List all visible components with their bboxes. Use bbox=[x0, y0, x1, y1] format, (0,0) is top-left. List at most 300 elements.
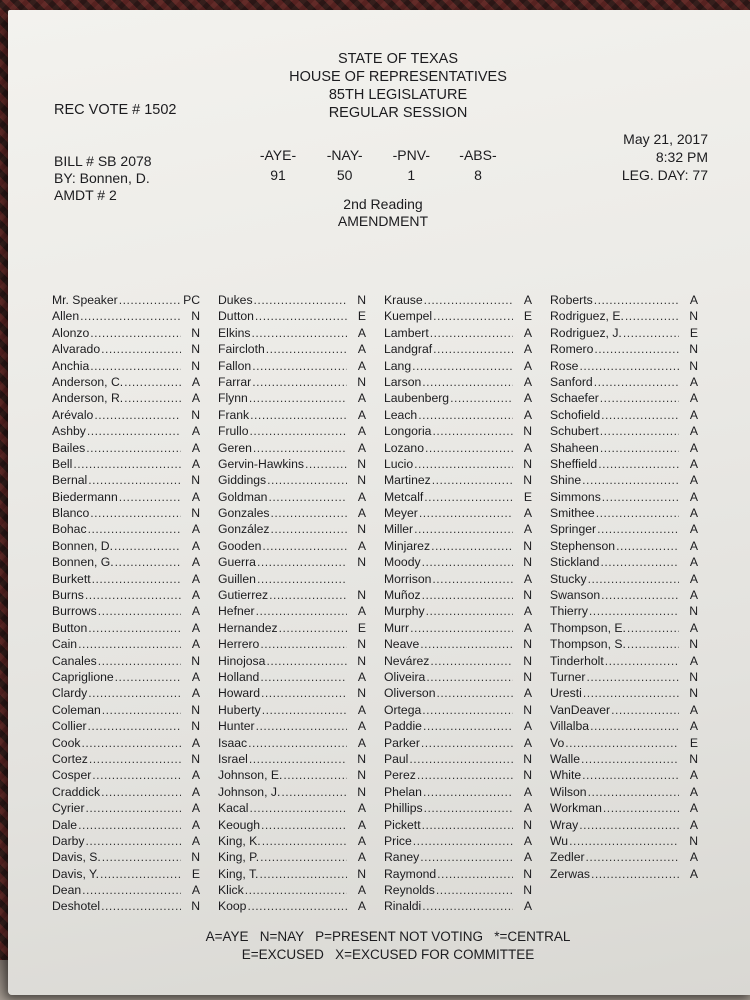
leader-dots bbox=[422, 817, 513, 833]
header-legislature: 85TH LEGISLATURE bbox=[328, 87, 468, 103]
leader-dots bbox=[422, 898, 513, 914]
member-vote: A bbox=[191, 374, 200, 389]
member-name: Dale bbox=[52, 817, 78, 832]
member-name: Leach bbox=[384, 407, 418, 422]
leader-dots bbox=[600, 440, 679, 456]
member-vote: N bbox=[191, 899, 200, 914]
member-vote: N bbox=[357, 473, 366, 488]
member-vote: A bbox=[689, 522, 698, 537]
member-name: Deshotel bbox=[52, 899, 101, 914]
member-vote: A bbox=[357, 325, 366, 340]
member-vote-row bbox=[52, 718, 200, 734]
vote-tallies bbox=[248, 146, 508, 184]
leader-dots bbox=[261, 817, 347, 833]
leader-dots bbox=[433, 308, 513, 324]
leader-dots bbox=[87, 423, 181, 439]
document-header bbox=[268, 50, 528, 122]
member-vote: A bbox=[357, 358, 366, 373]
member-vote: N bbox=[523, 588, 532, 603]
member-vote-row bbox=[52, 505, 200, 521]
member-name: Keough bbox=[218, 817, 261, 832]
member-vote: N bbox=[523, 473, 532, 488]
member-vote-row bbox=[52, 849, 200, 865]
member-name: Reynolds bbox=[384, 883, 435, 898]
member-name: Elkins bbox=[218, 325, 251, 340]
member-name: Dean bbox=[52, 883, 82, 898]
member-vote-row bbox=[218, 358, 366, 374]
member-vote: N bbox=[523, 456, 532, 471]
member-vote: A bbox=[523, 801, 532, 816]
vote-time: 8:32 PM bbox=[655, 149, 708, 165]
member-vote: A bbox=[523, 850, 532, 865]
leader-dots bbox=[92, 571, 181, 587]
member-vote: N bbox=[357, 522, 366, 537]
member-vote-row bbox=[384, 603, 532, 619]
leader-dots bbox=[437, 866, 513, 882]
member-vote-row bbox=[550, 587, 698, 603]
member-name: Gervin-Hawkins bbox=[218, 456, 305, 471]
leader-dots bbox=[601, 587, 679, 603]
leader-dots bbox=[418, 407, 513, 423]
vote-legend bbox=[168, 928, 608, 964]
leader-dots bbox=[88, 620, 181, 636]
leader-dots bbox=[257, 554, 347, 570]
member-vote: N bbox=[689, 604, 698, 619]
member-vote: N bbox=[357, 686, 366, 701]
leader-dots bbox=[88, 472, 181, 488]
member-vote-columns bbox=[52, 292, 698, 915]
member-vote-row bbox=[52, 866, 200, 882]
tally-label: -PNV- bbox=[392, 147, 430, 163]
member-vote-row bbox=[218, 898, 366, 914]
leader-dots bbox=[611, 702, 679, 718]
member-name: King, K. bbox=[218, 833, 261, 848]
member-vote-row bbox=[384, 784, 532, 800]
member-vote: N bbox=[523, 751, 532, 766]
member-name: Lucio bbox=[384, 456, 414, 471]
member-name: Gooden bbox=[218, 538, 262, 553]
member-name: Gutierrez bbox=[218, 588, 269, 603]
tally-aye bbox=[248, 146, 308, 184]
member-vote-row bbox=[384, 358, 532, 374]
header-state: STATE OF TEXAS bbox=[337, 51, 459, 67]
member-vote-row bbox=[218, 571, 366, 587]
member-vote: A bbox=[191, 735, 200, 750]
member-name: Canales bbox=[52, 653, 97, 668]
member-name: Rinaldi bbox=[384, 899, 422, 914]
member-vote-row bbox=[218, 423, 366, 439]
member-vote-row bbox=[218, 456, 366, 472]
leader-dots bbox=[583, 685, 679, 701]
member-vote-row bbox=[52, 685, 200, 701]
member-name: Bonnen, G. bbox=[52, 555, 114, 570]
member-name: Romero bbox=[550, 342, 594, 357]
member-name: Bailes bbox=[52, 440, 86, 455]
member-vote-row bbox=[218, 653, 366, 669]
leader-dots bbox=[430, 325, 513, 341]
member-name: Stephenson bbox=[550, 538, 616, 553]
member-vote-row bbox=[550, 538, 698, 554]
member-vote: A bbox=[523, 833, 532, 848]
leader-dots bbox=[90, 325, 181, 341]
tally-label: -NAY- bbox=[326, 147, 363, 163]
member-vote-row bbox=[384, 390, 532, 406]
member-vote: A bbox=[357, 440, 366, 455]
member-name: Nevárez bbox=[384, 653, 430, 668]
leader-dots bbox=[249, 390, 347, 406]
member-vote-row bbox=[384, 849, 532, 865]
member-vote: A bbox=[357, 899, 366, 914]
member-name: Cook bbox=[52, 735, 81, 750]
member-vote: N bbox=[191, 506, 200, 521]
leader-dots bbox=[433, 341, 513, 357]
member-vote: A bbox=[191, 588, 200, 603]
member-column-3 bbox=[384, 292, 532, 915]
member-vote: E bbox=[689, 325, 698, 340]
member-name: King, P. bbox=[218, 850, 260, 865]
member-vote: A bbox=[357, 817, 366, 832]
member-vote: A bbox=[357, 407, 366, 422]
leader-dots bbox=[267, 472, 347, 488]
member-name: Geren bbox=[218, 440, 252, 455]
member-name: Clardy bbox=[52, 686, 88, 701]
member-vote: A bbox=[357, 424, 366, 439]
member-vote-row bbox=[52, 603, 200, 619]
member-vote: A bbox=[191, 522, 200, 537]
leader-dots bbox=[422, 702, 513, 718]
member-name: Allen bbox=[52, 309, 80, 324]
member-vote-row bbox=[218, 505, 366, 521]
member-vote-row bbox=[384, 407, 532, 423]
tally-count: 8 bbox=[474, 167, 482, 183]
leader-dots bbox=[101, 898, 181, 914]
member-name: Ashby bbox=[52, 424, 86, 439]
member-name: Schofield bbox=[550, 407, 601, 422]
leader-dots bbox=[115, 669, 181, 685]
member-vote: N bbox=[357, 588, 366, 603]
member-vote: A bbox=[191, 833, 200, 848]
member-vote: N bbox=[357, 637, 366, 652]
member-column-2 bbox=[218, 292, 366, 915]
member-vote-row bbox=[550, 554, 698, 570]
leader-dots bbox=[101, 784, 181, 800]
member-vote: N bbox=[689, 669, 698, 684]
member-name: Cortez bbox=[52, 751, 88, 766]
bill-number: BILL # SB 2078 bbox=[54, 153, 152, 169]
member-vote: N bbox=[523, 653, 532, 668]
leader-dots bbox=[623, 325, 679, 341]
member-vote: N bbox=[191, 358, 200, 373]
member-vote: A bbox=[357, 669, 366, 684]
member-vote-row bbox=[52, 751, 200, 767]
member-name: Cyrier bbox=[52, 801, 85, 816]
leader-dots bbox=[409, 751, 513, 767]
member-vote: A bbox=[523, 784, 532, 799]
member-vote-row bbox=[218, 767, 366, 783]
member-vote: A bbox=[689, 538, 698, 553]
member-vote: A bbox=[357, 604, 366, 619]
member-vote-row bbox=[218, 702, 366, 718]
member-name: Neave bbox=[384, 637, 420, 652]
member-name: Shine bbox=[550, 473, 582, 488]
member-vote-row bbox=[384, 898, 532, 914]
leader-dots bbox=[422, 554, 513, 570]
member-vote-row bbox=[384, 308, 532, 324]
member-vote: A bbox=[689, 489, 698, 504]
member-vote-row bbox=[218, 325, 366, 341]
leg-day: LEG. DAY: 77 bbox=[621, 167, 708, 183]
leader-dots bbox=[94, 407, 181, 423]
leader-dots bbox=[422, 587, 513, 603]
member-name: Turner bbox=[550, 669, 586, 684]
member-vote: A bbox=[191, 817, 200, 832]
leader-dots bbox=[261, 685, 347, 701]
member-vote-row bbox=[550, 685, 698, 701]
member-vote: A bbox=[689, 620, 698, 635]
member-name: Parker bbox=[384, 735, 420, 750]
leader-dots bbox=[600, 390, 679, 406]
leader-dots bbox=[119, 489, 181, 505]
leader-dots bbox=[88, 521, 181, 537]
member-name: Johnson, E. bbox=[218, 768, 283, 783]
leader-dots bbox=[594, 374, 679, 390]
member-name: Anderson, R. bbox=[52, 391, 124, 406]
member-vote: N bbox=[191, 407, 200, 422]
member-vote-row bbox=[52, 571, 200, 587]
member-name: Guillen bbox=[218, 571, 256, 586]
member-vote: A bbox=[523, 506, 532, 521]
member-name: Phillips bbox=[384, 801, 423, 816]
member-name: Guerra bbox=[218, 555, 256, 570]
member-vote-row bbox=[52, 833, 200, 849]
leader-dots bbox=[627, 636, 679, 652]
leader-dots bbox=[419, 505, 513, 521]
member-name: Zedler bbox=[550, 850, 585, 865]
member-vote-row bbox=[52, 440, 200, 456]
member-name: Frank bbox=[218, 407, 250, 422]
member-vote-row bbox=[218, 784, 366, 800]
leader-dots bbox=[625, 308, 679, 324]
member-vote: A bbox=[523, 719, 532, 734]
member-vote-row bbox=[384, 571, 532, 587]
leader-dots bbox=[423, 718, 513, 734]
member-vote-row bbox=[218, 374, 366, 390]
member-vote-row bbox=[52, 898, 200, 914]
member-vote: N bbox=[357, 555, 366, 570]
leader-dots bbox=[432, 423, 513, 439]
member-vote-row bbox=[52, 587, 200, 603]
member-vote-row bbox=[550, 440, 698, 456]
member-name: Frullo bbox=[218, 424, 249, 439]
member-name: Springer bbox=[550, 522, 597, 537]
member-vote-row bbox=[550, 358, 698, 374]
leader-dots bbox=[600, 423, 679, 439]
leader-dots bbox=[102, 849, 181, 865]
member-name: Laubenberg bbox=[384, 391, 450, 406]
member-name: Giddings bbox=[218, 473, 267, 488]
member-vote: N bbox=[357, 653, 366, 668]
leader-dots bbox=[115, 554, 181, 570]
leader-dots bbox=[565, 735, 679, 751]
member-name: Capriglione bbox=[52, 669, 114, 684]
member-vote-row bbox=[550, 489, 698, 505]
member-vote-row bbox=[550, 571, 698, 587]
member-vote: A bbox=[689, 374, 698, 389]
member-name: Pickett bbox=[384, 817, 421, 832]
member-vote-row bbox=[218, 636, 366, 652]
member-vote-row bbox=[550, 653, 698, 669]
member-vote-row bbox=[384, 292, 532, 308]
leader-dots bbox=[412, 358, 513, 374]
member-vote: N bbox=[357, 456, 366, 471]
leader-dots bbox=[86, 833, 181, 849]
member-name: Schubert bbox=[550, 424, 599, 439]
leader-dots bbox=[581, 751, 679, 767]
leader-dots bbox=[253, 440, 347, 456]
member-name: Sanford bbox=[550, 374, 593, 389]
member-name: Rose bbox=[550, 358, 579, 373]
leader-dots bbox=[424, 800, 513, 816]
member-vote-row bbox=[550, 751, 698, 767]
member-name: Thierry bbox=[550, 604, 588, 619]
leader-dots bbox=[616, 538, 679, 554]
member-vote-row bbox=[384, 587, 532, 603]
member-vote-row bbox=[550, 817, 698, 833]
member-name: Perez bbox=[384, 768, 416, 783]
member-name: Gonzales bbox=[218, 506, 270, 521]
member-name: Hinojosa bbox=[218, 653, 266, 668]
member-name: Collier bbox=[52, 719, 87, 734]
member-vote-row bbox=[218, 866, 366, 882]
member-vote-row bbox=[550, 423, 698, 439]
member-vote-row bbox=[384, 620, 532, 636]
leader-dots bbox=[90, 358, 181, 374]
member-vote: A bbox=[523, 374, 532, 389]
member-vote: A bbox=[689, 571, 698, 586]
tally-nay bbox=[315, 146, 375, 184]
leader-dots bbox=[436, 685, 513, 701]
member-vote: N bbox=[689, 358, 698, 373]
member-vote-row bbox=[218, 440, 366, 456]
member-vote-row bbox=[550, 456, 698, 472]
member-vote-row bbox=[218, 669, 366, 685]
member-vote: A bbox=[689, 473, 698, 488]
rec-vote-number: REC VOTE # 1502 bbox=[54, 102, 177, 118]
leader-dots bbox=[266, 653, 347, 669]
leader-dots bbox=[255, 308, 347, 324]
member-name: Muñoz bbox=[384, 588, 421, 603]
member-name: Burrows bbox=[52, 604, 97, 619]
bill-author: BY: Bonnen, D. bbox=[54, 170, 150, 186]
leader-dots bbox=[114, 538, 181, 554]
member-vote-row bbox=[218, 685, 366, 701]
member-name: White bbox=[550, 768, 582, 783]
leader-dots bbox=[254, 292, 347, 308]
leader-dots bbox=[245, 882, 347, 898]
member-vote-row bbox=[550, 308, 698, 324]
member-name: Ortega bbox=[384, 702, 422, 717]
member-vote: E bbox=[191, 866, 200, 881]
member-name: Dutton bbox=[218, 309, 254, 324]
member-name: Wilson bbox=[550, 784, 587, 799]
member-vote: A bbox=[689, 768, 698, 783]
leader-dots bbox=[589, 603, 679, 619]
member-vote-row bbox=[550, 784, 698, 800]
member-vote-row bbox=[384, 456, 532, 472]
leader-dots bbox=[73, 456, 181, 472]
member-vote: N bbox=[523, 883, 532, 898]
leader-dots bbox=[424, 489, 513, 505]
tally-count: 91 bbox=[270, 167, 286, 183]
member-name: Lang bbox=[384, 358, 412, 373]
header-house: HOUSE OF REPRESENTATIVES bbox=[289, 69, 507, 85]
member-vote: N bbox=[357, 866, 366, 881]
leader-dots bbox=[417, 767, 513, 783]
leader-dots bbox=[579, 358, 679, 374]
leader-dots bbox=[582, 767, 679, 783]
leader-dots bbox=[588, 784, 679, 800]
member-name: Herrero bbox=[218, 637, 260, 652]
member-vote-row bbox=[52, 653, 200, 669]
member-vote-row bbox=[550, 833, 698, 849]
leader-dots bbox=[250, 407, 347, 423]
member-name: Meyer bbox=[384, 506, 418, 521]
member-vote: N bbox=[357, 293, 366, 307]
member-vote: A bbox=[357, 801, 366, 816]
member-name: Farrar bbox=[218, 374, 252, 389]
member-vote-row bbox=[384, 489, 532, 505]
member-vote-row bbox=[384, 833, 532, 849]
member-vote: A bbox=[357, 342, 366, 357]
member-vote: A bbox=[357, 719, 366, 734]
bill-info bbox=[54, 153, 152, 204]
member-vote: A bbox=[689, 555, 698, 570]
member-vote-row bbox=[384, 521, 532, 537]
member-vote: A bbox=[357, 833, 366, 848]
leader-dots bbox=[601, 407, 679, 423]
member-vote: A bbox=[357, 538, 366, 553]
member-name: Biedermann bbox=[52, 489, 118, 504]
leader-dots bbox=[78, 636, 181, 652]
leader-dots bbox=[78, 817, 181, 833]
member-vote-row bbox=[550, 718, 698, 734]
tally-label: -ABS- bbox=[459, 147, 497, 163]
member-vote: A bbox=[191, 686, 200, 701]
member-name: Rodriguez, J. bbox=[550, 325, 622, 340]
member-name: Bohac bbox=[52, 522, 87, 537]
amendment-number: AMDT # 2 bbox=[54, 187, 117, 203]
member-vote-row bbox=[52, 489, 200, 505]
leader-dots bbox=[262, 702, 347, 718]
member-vote: A bbox=[523, 407, 532, 422]
member-vote-row bbox=[218, 800, 366, 816]
member-vote-row bbox=[218, 472, 366, 488]
leader-dots bbox=[248, 735, 347, 751]
member-vote-row bbox=[52, 882, 200, 898]
member-vote-row bbox=[52, 407, 200, 423]
member-vote: A bbox=[191, 440, 200, 455]
leader-dots bbox=[100, 866, 181, 882]
leader-dots bbox=[90, 505, 181, 521]
member-vote-row bbox=[218, 521, 366, 537]
member-name: Larson bbox=[384, 374, 422, 389]
member-vote-row bbox=[384, 800, 532, 816]
member-name: Schaefer bbox=[550, 391, 599, 406]
member-name: Button bbox=[52, 620, 88, 635]
member-vote: A bbox=[357, 702, 366, 717]
member-vote-row bbox=[384, 325, 532, 341]
leader-dots bbox=[410, 620, 513, 636]
